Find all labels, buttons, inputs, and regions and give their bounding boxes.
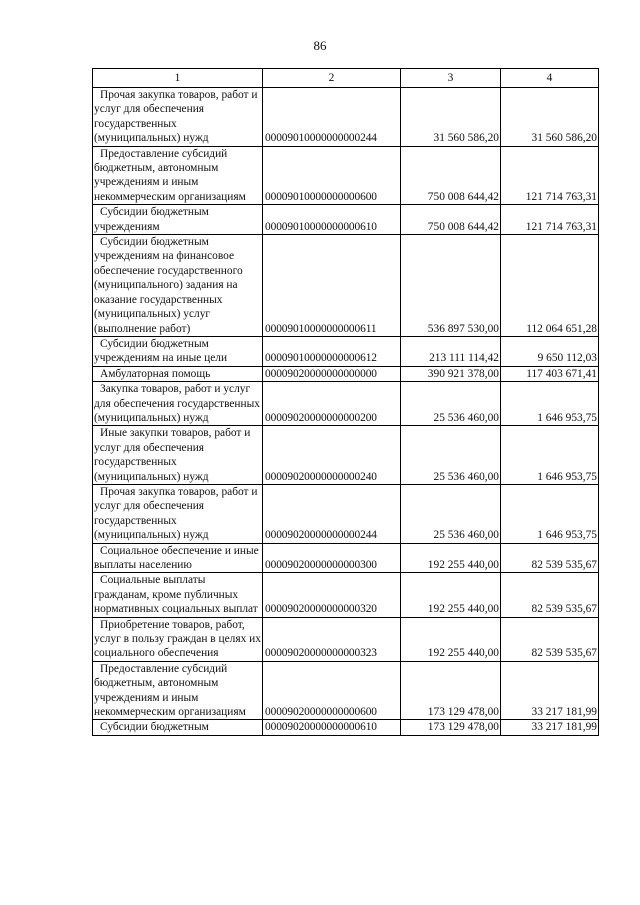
row-code: 00009020000000000610 [263, 720, 401, 735]
row-col4-amount: 1 646 953,75 [501, 484, 599, 543]
row-col4-amount: 33 217 181,99 [501, 720, 599, 735]
table-row [93, 573, 599, 617]
table-row [93, 366, 599, 381]
row-col3-amount: 173 129 478,00 [401, 720, 501, 735]
column-number-3: 3 [401, 69, 501, 88]
row-col4-amount: 112 064 651,28 [501, 235, 599, 337]
column-number-1: 1 [93, 69, 263, 88]
row-col4-amount: 121 714 763,31 [501, 146, 599, 205]
row-col3-amount: 213 111 114,42 [401, 336, 501, 366]
row-name: Субсидии бюджетным учреждениям на иные цели [93, 336, 263, 366]
row-name: Закупка товаров, работ и услуг для обеспечения государственных (муниципальных) нужд [93, 382, 263, 426]
table-row [93, 543, 599, 573]
row-col4-amount: 9 650 112,03 [501, 336, 599, 366]
row-col3-amount: 750 008 644,42 [401, 205, 501, 235]
row-name: Иные закупки товаров, работ и услуг для обеспечения государственных (муниципальных) нужд [93, 426, 263, 485]
row-name: Прочая закупка товаров, работ и услуг для обеспечения государственных (муниципальных) нужд [93, 88, 263, 147]
table-row [93, 426, 599, 485]
column-number-4: 4 [501, 69, 599, 88]
row-code: 00009010000000000611 [263, 235, 401, 337]
row-code: 00009010000000000612 [263, 336, 401, 366]
row-col3-amount: 750 008 644,42 [401, 146, 501, 205]
row-code: 00009020000000000000 [263, 366, 401, 381]
table-row [93, 146, 599, 205]
row-col3-amount: 192 255 440,00 [401, 573, 501, 617]
row-col4-amount: 1 646 953,75 [501, 426, 599, 485]
row-name: Приобретение товаров, работ, услуг в пользу граждан в целях их социального обеспечения [94, 618, 261, 660]
row-code: 00009020000000000600 [263, 661, 401, 720]
row-code: 00009010000000000244 [263, 88, 401, 147]
row-code: 00009010000000000610 [263, 205, 401, 235]
row-code: 00009020000000000323 [263, 617, 401, 661]
row-col3-amount: 192 255 440,00 [401, 543, 501, 573]
row-col4-amount: 82 539 535,67 [501, 617, 599, 661]
table-row [93, 720, 599, 735]
row-col3-amount: 25 536 460,00 [401, 484, 501, 543]
row-col3-amount: 390 921 378,00 [401, 366, 501, 381]
table-row [93, 205, 599, 235]
row-name: Субсидии бюджетным учреждениям на финансовое обеспечение государственного (муниципального) задания на оказание государственных (муниципальных) услуг (выполнение работ) [93, 235, 263, 337]
row-name: Амбулаторная помощь [93, 366, 263, 381]
table-row [93, 336, 599, 366]
row-code: 00009020000000000200 [263, 382, 401, 426]
row-col4-amount: 117 403 671,41 [501, 366, 599, 381]
row-col3-amount: 192 255 440,00 [401, 617, 501, 661]
table-row [93, 617, 599, 661]
row-col3-amount: 25 536 460,00 [401, 382, 501, 426]
row-col3-amount: 536 897 530,00 [401, 235, 501, 337]
table-row [93, 382, 599, 426]
row-name: Прочая закупка товаров, работ и услуг для обеспечения государственных (муниципальных) нужд [93, 484, 263, 543]
row-name: Предоставление субсидий бюджетным, автономным учреждениям и иным некоммерческим организациям [93, 661, 263, 720]
row-col4-amount: 121 714 763,31 [501, 205, 599, 235]
row-code: 00009020000000000320 [263, 573, 401, 617]
row-code: 00009020000000000240 [263, 426, 401, 485]
row-col4-amount: 33 217 181,99 [501, 661, 599, 720]
row-name: Социальное обеспечение и иные выплаты населению [93, 543, 263, 573]
table-row [93, 484, 599, 543]
table-row [93, 661, 599, 720]
row-name: Субсидии бюджетным учреждениям [93, 205, 263, 235]
row-col3-amount: 31 560 586,20 [401, 88, 501, 147]
row-code: 00009020000000000300 [263, 543, 401, 573]
page-number: 86 [313, 38, 327, 53]
row-col4-amount: 82 539 535,67 [501, 543, 599, 573]
table-row [93, 88, 599, 147]
row-col4-amount: 82 539 535,67 [501, 573, 599, 617]
column-number-row [93, 69, 599, 88]
row-col4-amount: 1 646 953,75 [501, 382, 599, 426]
row-col3-amount: 25 536 460,00 [401, 426, 501, 485]
row-code: 00009010000000000600 [263, 146, 401, 205]
row-name: Социальные выплаты гражданам, кроме публичных нормативных социальных выплат [93, 573, 263, 617]
row-name: Предоставление субсидий бюджетным, автономным учреждениям и иным некоммерческим организациям [93, 146, 263, 205]
column-number-2: 2 [263, 69, 401, 88]
table-row [93, 235, 599, 337]
row-code: 00009020000000000244 [263, 484, 401, 543]
row-col4-amount: 31 560 586,20 [501, 88, 599, 147]
row-col3-amount: 173 129 478,00 [401, 661, 501, 720]
row-name: Субсидии бюджетным [93, 720, 263, 735]
budget-table [92, 68, 599, 736]
